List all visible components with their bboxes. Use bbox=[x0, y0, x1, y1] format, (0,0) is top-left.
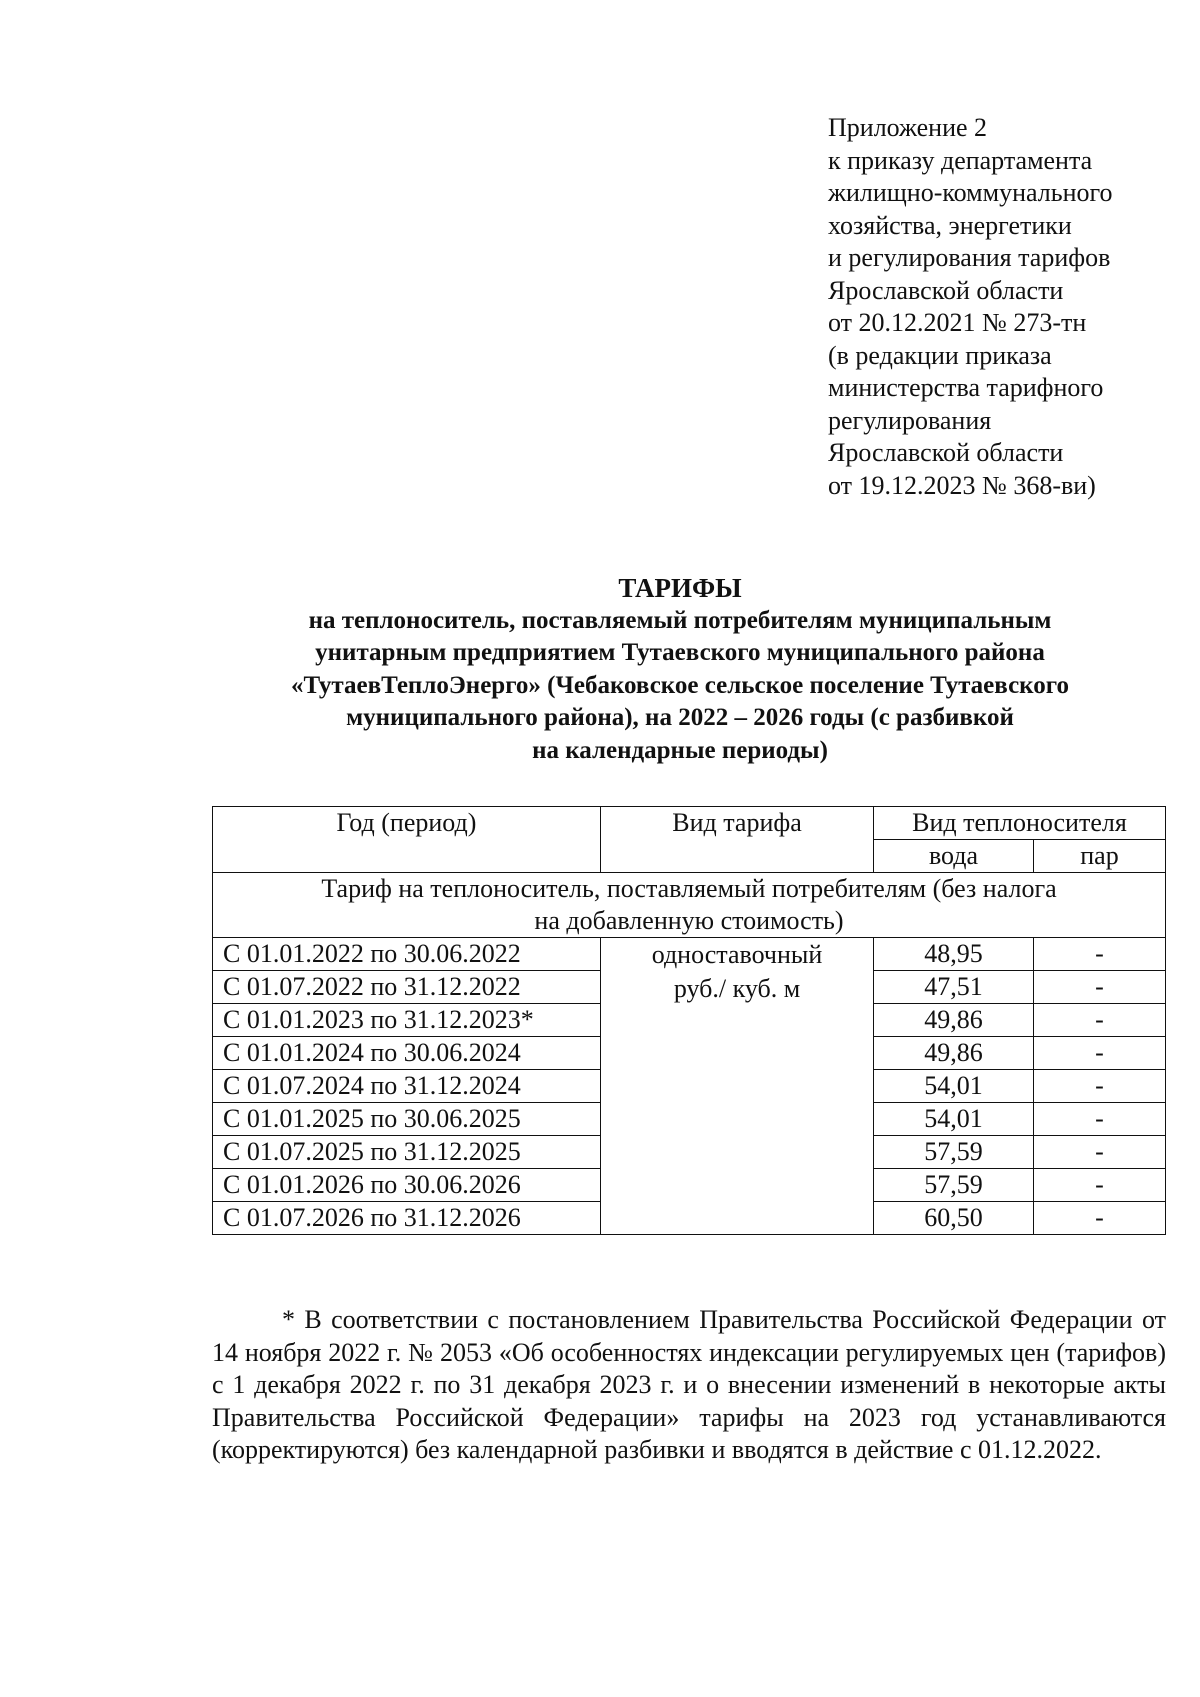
water-value: 57,59 bbox=[874, 1136, 1034, 1169]
header-water: вода bbox=[874, 840, 1034, 873]
header-tariff-type: Вид тарифа bbox=[601, 807, 874, 873]
tariff-type-name: одноставочный bbox=[651, 940, 823, 969]
tariff-table bbox=[212, 806, 1166, 1235]
period-cell: С 01.01.2023 по 31.12.2023* bbox=[213, 1004, 601, 1037]
appendix-line: министерства тарифного bbox=[828, 373, 1104, 402]
table-header-row bbox=[213, 807, 1166, 840]
water-value: 49,86 bbox=[874, 1004, 1034, 1037]
water-value: 54,01 bbox=[874, 1103, 1034, 1136]
title-line: унитарным предприятием Тутаевского муниципального района bbox=[315, 639, 1045, 666]
appendix-line: (в редакции приказа bbox=[828, 340, 1052, 370]
section-title-line: на добавленную стоимость) bbox=[534, 906, 844, 935]
appendix-header bbox=[828, 112, 1168, 502]
section-title-line: Тариф на теплоноситель, поставляемый потребителям (без налога bbox=[321, 874, 1057, 903]
water-value: 48,95 bbox=[874, 938, 1034, 971]
steam-value: - bbox=[1034, 1070, 1166, 1103]
water-value: 47,51 bbox=[874, 971, 1034, 1004]
document-title bbox=[200, 572, 1160, 767]
period-cell: С 01.01.2026 по 30.06.2026 bbox=[213, 1169, 601, 1202]
steam-value: - bbox=[1034, 1136, 1166, 1169]
header-heat-carrier: Вид теплоносителя bbox=[874, 807, 1166, 840]
water-value: 54,01 bbox=[874, 1070, 1034, 1103]
appendix-line: от 20.12.2021 № 273-тн bbox=[828, 308, 1087, 337]
main-title: ТАРИФЫ bbox=[618, 573, 742, 603]
steam-value: - bbox=[1034, 1103, 1166, 1136]
tariff-type-cell bbox=[601, 938, 874, 1235]
appendix-line: от 19.12.2023 № 368-ви) bbox=[828, 470, 1096, 500]
section-title-cell bbox=[213, 873, 1166, 938]
water-value: 60,50 bbox=[874, 1202, 1034, 1235]
appendix-line: к приказу департамента bbox=[828, 145, 1093, 175]
period-cell: С 01.07.2024 по 31.12.2024 bbox=[213, 1070, 601, 1103]
period-cell: С 01.07.2026 по 31.12.2026 bbox=[213, 1202, 601, 1235]
section-title-row bbox=[213, 873, 1166, 938]
steam-value: - bbox=[1034, 971, 1166, 1004]
footnote: * В соответствии с постановлением Правительства Российской Федерации от 14 ноября 2022 г. № 2053 «Об особенностях индексации регулируемых цен (тарифов) с 1 декабря 2022 г. по 31 декабря 2023 г. и о внесении изменений в некоторые акты Правительства Российской Федерации» тарифы на 2023 год устанавливаются (корректируются) без календарной разбивки и вводятся в действие с 01.12.2022. bbox=[212, 1305, 1166, 1464]
title-line: муниципального района), на 2022 – 2026 годы (с разбивкой bbox=[346, 704, 1014, 731]
period-cell: С 01.01.2025 по 30.06.2025 bbox=[213, 1103, 601, 1136]
title-line: на календарные периоды) bbox=[532, 736, 828, 764]
appendix-line: Ярославской области bbox=[828, 275, 1064, 305]
steam-value: - bbox=[1034, 1004, 1166, 1037]
table-row bbox=[213, 938, 1166, 971]
header-period: Год (период) bbox=[213, 807, 601, 873]
period-cell: С 01.07.2025 по 31.12.2025 bbox=[213, 1136, 601, 1169]
water-value: 57,59 bbox=[874, 1169, 1034, 1202]
period-cell: С 01.01.2024 по 30.06.2024 bbox=[213, 1037, 601, 1070]
appendix-line: и регулирования тарифов bbox=[828, 243, 1111, 272]
appendix-line: Ярославской области bbox=[828, 438, 1064, 467]
steam-value: - bbox=[1034, 1037, 1166, 1070]
header-steam: пар bbox=[1034, 840, 1166, 873]
water-value: 49,86 bbox=[874, 1037, 1034, 1070]
period-cell: С 01.01.2022 по 30.06.2022 bbox=[213, 938, 601, 971]
steam-value: - bbox=[1034, 938, 1166, 971]
appendix-line: Приложение 2 bbox=[828, 113, 988, 142]
appendix-line: жилищно-коммунального bbox=[828, 178, 1113, 207]
appendix-line: хозяйства, энергетики bbox=[828, 210, 1072, 240]
steam-value: - bbox=[1034, 1169, 1166, 1202]
title-line: «ТутаевТеплоЭнерго» (Чебаковское сельское поселение Тутаевского bbox=[290, 671, 1069, 699]
steam-value: - bbox=[1034, 1202, 1166, 1235]
title-line: на теплоноситель, поставляемый потребителям муниципальным bbox=[308, 606, 1052, 634]
period-cell: С 01.07.2022 по 31.12.2022 bbox=[213, 971, 601, 1004]
tariff-type-unit: руб./ куб. м bbox=[673, 974, 801, 1003]
appendix-line: регулирования bbox=[828, 405, 992, 435]
